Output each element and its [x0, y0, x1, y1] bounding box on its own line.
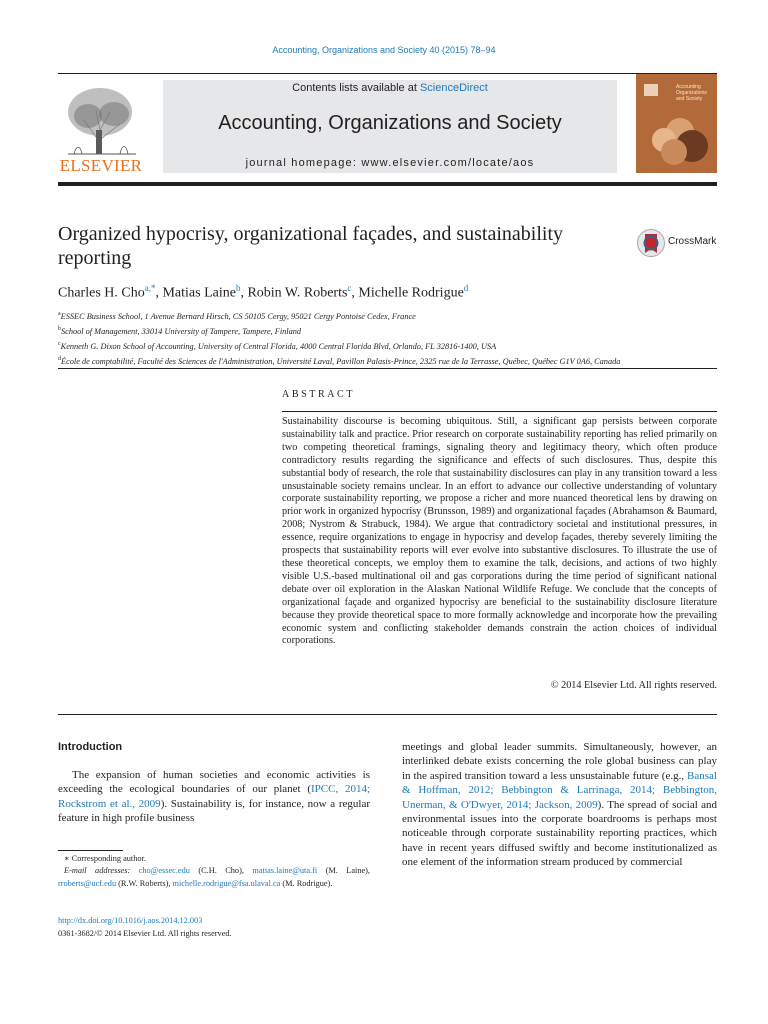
email-addresses — [58, 865, 370, 890]
email-owner: (C.H. Cho), — [189, 866, 253, 876]
crossmark-label: CrossMark — [668, 236, 717, 247]
abstract-rule — [282, 411, 717, 412]
crossmark-button[interactable] — [636, 228, 718, 256]
body-text: The expansion of human societies and economic activities is exceeding the ecological boundaries of our planet ( — [58, 769, 370, 796]
affiliation-marker: b — [58, 326, 61, 333]
affiliation-list — [58, 308, 620, 368]
email-link[interactable]: rroberts@ucf.edu — [58, 878, 117, 888]
body-text: meetings and global leader summits. Simultaneously, however, an interlinked debate exists concerning the role global business can play in the aspired transition toward a less unsustainable future (e.g., — [402, 741, 717, 782]
footnote — [58, 853, 370, 890]
email-label: E-mail addresses: — [64, 866, 131, 876]
affiliation-marker: a — [58, 311, 61, 317]
cover-title-line: Accounting — [676, 84, 701, 90]
email-owner: (R.W. Roberts), — [116, 878, 173, 888]
abstract-copyright: © 2014 Elsevier Ltd. All rights reserved. — [550, 680, 717, 691]
author-separator: , — [240, 285, 248, 301]
body-text: ). Sustainability is, for instance, now a regular feature in high profile business — [58, 797, 371, 825]
elsevier-wordmark: ELSEVIER — [59, 156, 143, 175]
banner-rule — [58, 182, 717, 186]
abstract-text: Sustainability discourse is becoming ubiquitous. Still, a significant gap persists between corporate sustainability talk and practice. Prior research on corporate sustainability reporting has relied primarily on two competing theoretical framings, signaling theory and legitimacy theory, which often produce contradictory results regarding the significance and effects of such disclosures. Thus, despite this substantial body of research, the role that sustainability disclosures can play in any transition toward a less unsustainable society remains unclear. In an effort to advance our collective understanding of voluntary corporate sustainability reporting, we propose a richer and more nuanced theoretical lens by drawing on prior work in organized hypocrisy (Brunsson, 1989) and organizational façades (Abrahamson & Baumard, 2008; Nystrom & Strabuck, 1984). We argue that contradictory societal and institutional pressures, in essence, require organizations to engage in hypocrisy and develop façades, thereby severely limiting the prospects that sustainability reports will ever evolve into substantive disclosures. To illustrate the use of these theoretical concepts, we employ them to examine the talk, decisions, and actions of two highly visible U.S.-based multinational oil and gas corporations during the time period of significant national debate over oil exploration in the Alaskan National Wildlife Refuge. We conclude that the concepts of organizational façade and organized hypocrisy are beneficial to the sustainability disclosure literature because they provide theoretical space to more formally acknowledge and incorporate how the prevailing economic system and conflicting stakeholder demands constrain the action choices of individual corporations. — [282, 416, 717, 647]
header-rule — [58, 73, 717, 74]
contents-prefix: Contents lists available at — [292, 82, 420, 94]
citation-link[interactable]: IPCC, 2014; Rockstrom et al., 2009 — [58, 783, 370, 810]
journal-homepage-link[interactable]: journal homepage: www.elsevier.com/locate/aos — [245, 157, 535, 169]
affiliation-text: Kenneth G. Dixon School of Accounting, University of Central Florida, 4000 Central Florida Blvd, Orlando, FL 32816-1400, USA — [60, 341, 497, 351]
author-name: Robin W. Roberts — [247, 285, 348, 301]
journal-citation[interactable]: Accounting, Organizations and Society 40 (2015) 78–94 — [272, 45, 496, 55]
author-list — [58, 283, 468, 302]
affiliation-marker: c — [58, 341, 61, 348]
affiliation-text: School of Management, 33014 University of Tampere, Tampere, Finland — [61, 326, 302, 336]
affiliation-item — [58, 308, 620, 323]
doi-link[interactable]: http://dx.doi.org/10.1016/j.aos.2014.12.003 — [58, 916, 203, 925]
author-name: Charles H. Cho — [58, 285, 145, 301]
author-affiliation-marker[interactable]: d — [463, 283, 469, 293]
author-separator: , — [351, 285, 359, 301]
author-separator: , — [155, 285, 163, 301]
affiliation-item — [58, 338, 620, 353]
affiliation-item — [58, 323, 620, 338]
crossmark-icon — [636, 228, 666, 258]
email-link[interactable]: cho@essec.edu — [138, 866, 190, 876]
intro-paragraph — [58, 768, 370, 826]
section-heading: Introduction — [58, 741, 123, 753]
author-name: Michelle Rodrigue — [358, 285, 464, 301]
corresponding-author-note: ∗ Corresponding author. — [64, 854, 146, 863]
affiliation-text: École de comptabilité, Faculté des Sciences de l'Administration, Université Laval, Pavillon Palasis-Prince, 2325 rue de la Terrasse, Québec, Québec G1V 0A6, Canada — [61, 356, 621, 366]
body-text: ). The spread of social and environmental issues into the corporate boardrooms is perhaps most noticeable through corporate sustainability reporting practices, which have in recent years diffused swiftly and become institutionalized as one element of the information stream produced by commercial — [402, 798, 717, 869]
issn-line: 0361-3682/© 2014 Elsevier Ltd. All rights reserved. — [58, 928, 232, 938]
footnote-rule — [58, 850, 123, 851]
affiliation-rule — [58, 368, 717, 369]
affiliation-text: ESSEC Business School, 1 Avenue Bernard Hirsch, CS 50105 Cergy, 95021 Cergy Pontoise Cedex, France — [60, 311, 416, 321]
intro-paragraph-continued — [402, 740, 717, 870]
journal-banner — [163, 80, 617, 173]
email-link[interactable]: matias.laine@uta.fi — [252, 866, 318, 876]
affiliation-item — [58, 353, 620, 368]
affiliation-marker: d — [58, 356, 61, 363]
author-affiliation-marker[interactable]: c — [347, 283, 352, 293]
email-owner: (M. Laine), — [317, 866, 371, 876]
author-name: Matias Laine — [162, 285, 236, 301]
author-affiliation-marker[interactable]: b — [235, 283, 241, 293]
email-link[interactable]: michelle.rodrigue@fsa.ulaval.ca — [172, 878, 281, 888]
sciencedirect-link[interactable]: ScienceDirect — [419, 82, 488, 94]
journal-cover-image — [636, 74, 717, 173]
abstract-heading: ABSTRACT — [282, 389, 356, 400]
contents-line — [163, 82, 617, 94]
article-title: Organized hypocrisy, organizational façades, and sustainability reporting — [58, 223, 564, 269]
journal-name: Accounting, Organizations and Society — [218, 112, 562, 134]
citation-link[interactable]: Bansal & Hoffman, 2012; Bebbington & Larrinaga, 2014; Bebbington, Unerman, & O'Dwyer, 2014; Jackson, 2009 — [402, 769, 717, 811]
doi-block — [58, 915, 232, 940]
author-affiliation-marker[interactable]: a,* — [144, 283, 156, 293]
abstract-bottom-rule — [58, 714, 717, 715]
email-owner: (M. Rodrigue). — [280, 878, 333, 888]
cover-title-line: Organizations — [676, 90, 707, 96]
cover-title — [676, 84, 707, 102]
cover-title-line: and Society — [676, 96, 703, 102]
